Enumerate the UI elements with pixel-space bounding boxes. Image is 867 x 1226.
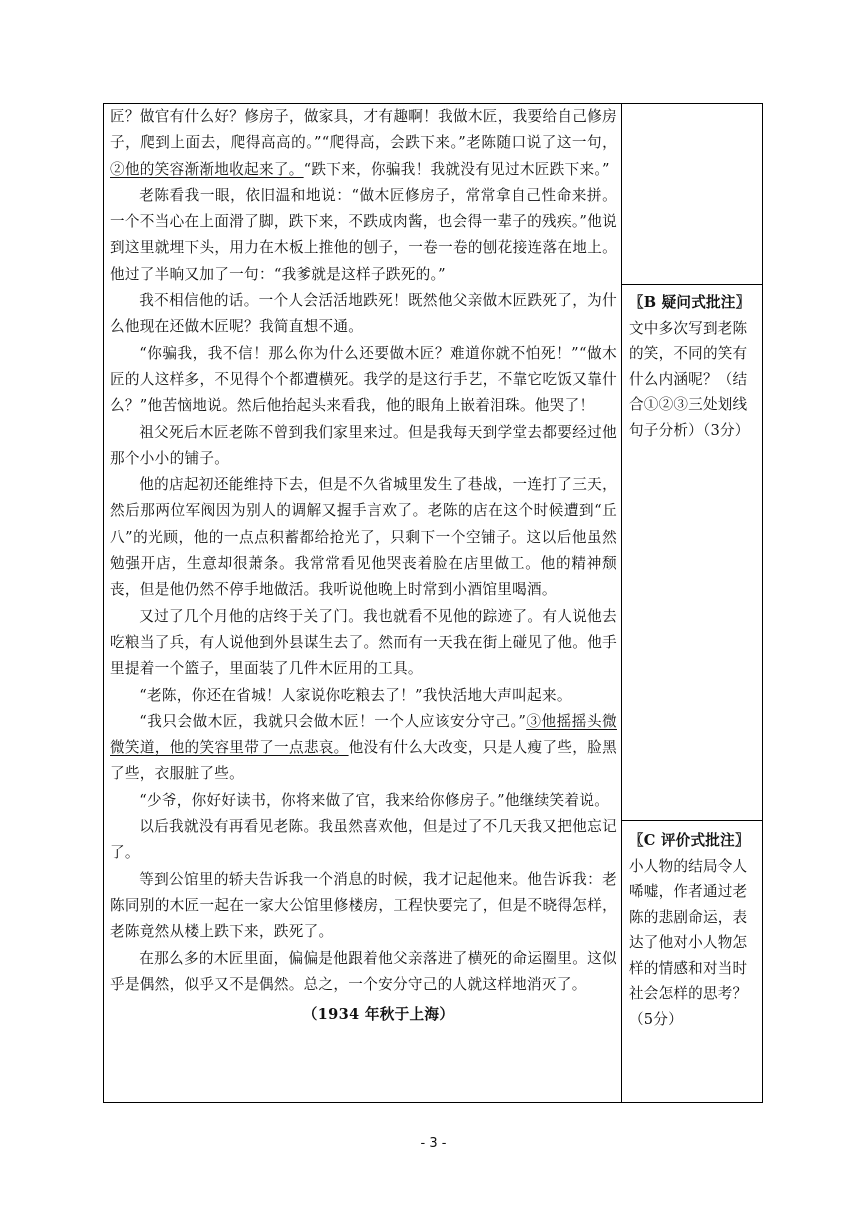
paragraph: 以后我就没有再看见老陈。我虽然喜欢他，但是过了不几天我又把他忘记了。: [110, 818, 617, 862]
text-run: “我只会做木匠，我就只会做木匠！一个人应该安分守己。”: [139, 712, 527, 730]
paragraph: “你骗我，我不信！那么你为什么还要做木匠？难道你就不怕死！”“做木匠的人这样多，不见得个个都遭横死。我学的是这行手艺，不靠它吃饭又靠什么？”他苦恼地说。然后他抬起头来看我，他的眼角上嵌着泪珠。他哭了！: [110, 344, 617, 415]
paragraph: “少爷，你好好读书，你将来做了官，我来给你修房子。”他继续笑着说。: [139, 791, 610, 809]
paragraph: 老陈看我一眼，依旧温和地说：“做木匠修房子，常常拿自己性命来拼。一个不当心在上面滑了脚，跌下来，不跌成肉酱，也会得一辈子的残疾。”他说到这里就埋下头，用力在木板上推他的刨子，一卷一卷的刨花接连落在地上。他过了半晌又加了一句：“我爹就是这样子跌死的。”: [110, 186, 617, 283]
text-run: 匠？做官有什么好？修房子，做家具，才有趣啊！我做木匠，我要给自己修房子，爬到上面去，爬得高高的。”“爬得高，会跌下来。”老陈随口说了这一句，: [110, 108, 617, 152]
story-text: [110, 104, 617, 1028]
column-divider: [621, 103, 622, 1103]
paragraph: 等到公馆里的轿夫告诉我一个消息的时候，我才记起他来。他告诉我：老陈同别的木匠一起在一家大公馆里修楼房，工程快要完了，但是不晓得怎样，老陈竟然从楼上跌下来，跌死了。: [110, 870, 617, 941]
annotation-c: [629, 828, 759, 1032]
row-divider: [621, 284, 763, 285]
text-run: “跌下来，你骗我！我就没有见过木匠跌下来。”: [303, 160, 610, 178]
page-number: - 3 -: [420, 1136, 447, 1151]
annotation-b-text: 文中多次写到老陈的笑，不同的笑有什么内涵呢？（结合①②③三处划线句子分析）（3分）: [629, 319, 750, 439]
annotation-b: [629, 290, 759, 443]
annotation-c-text: 小人物的结局令人唏嘘，作者通过老陈的悲剧命运，表达了他对小人物怎样的情感和对当时社会怎样的思考？（5分）: [629, 857, 748, 1028]
annotation-b-title: 〖B 疑问式批注〗: [629, 294, 751, 311]
row-divider: [621, 820, 763, 821]
paragraph: 他的店起初还能维持下去，但是不久省城里发生了巷战，一连打了三天，然后那两位军阀因为别人的调解又握手言欢了。老陈的店在这个时候遭到“丘八”的光顾，他的一点点积蓄都给抢光了，只剩下一个空铺子。这以后他虽然勉强开店，生意却很萧条。我常常看见他哭丧着脸在店里做工。他的精神颓丧，但是他仍然不停手地做活。我听说他晚上时常到小酒馆里喝酒。: [110, 476, 617, 599]
paragraph: 在那么多的木匠里面，偏偏是他跟着他父亲落进了横死的命运圈里。这似乎是偶然，似乎又不是偶然。总之，一个安分守己的人就这样地消灭了。: [110, 949, 617, 993]
underlined-sentence-3: ③他摇摇头微微笑道，他的笑容里带了一点悲哀。: [110, 712, 617, 757]
annotation-c-title: 〖C 评价式批注〗: [629, 832, 750, 849]
paragraph: [110, 104, 617, 183]
paragraph: 祖父死后木匠老陈不曾到我们家里来过。但是我每天到学堂去都要经过他那个小小的铺子。: [110, 423, 617, 467]
paragraph: 我不相信他的话。一个人会活活地跌死！既然他父亲做木匠跌死了，为什么他现在还做木匠呢？我简直想不通。: [110, 292, 617, 336]
paragraph: [110, 709, 617, 788]
signature-date: （1934 年秋于上海）: [302, 1006, 455, 1024]
text-run: 他没有什么大改变，只是人瘦了些，脸黑了些，衣服脏了些。: [110, 739, 617, 783]
paragraph: 又过了几个月他的店终于关了门。我也就看不见他的踪迹了。有人说他去吃粮当了兵，有人说他到外县谋生去了。然而有一天我在街上碰见了他。他手里提着一个篮子，里面装了几件木匠用的工具。: [110, 607, 617, 678]
underlined-sentence-2: ②他的笑容渐渐地收起来了。: [110, 160, 304, 178]
paragraph: “老陈，你还在省城！人家说你吃粮去了！”我快活地大声叫起来。: [139, 686, 572, 704]
